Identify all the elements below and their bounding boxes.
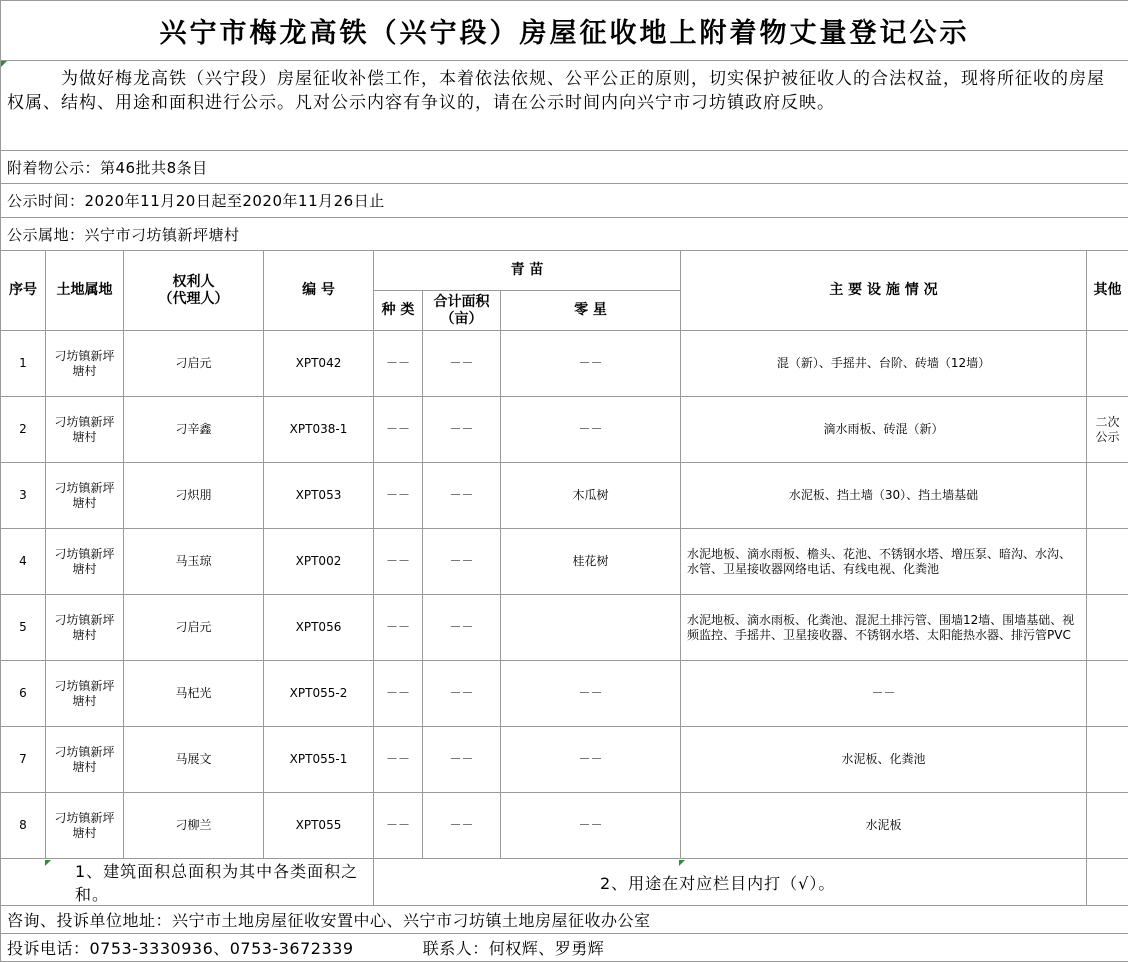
period-row: [1, 184, 1128, 218]
row-seq: 2: [1, 397, 46, 463]
row-code: XPT055-2: [264, 661, 374, 727]
row-scattered: －－: [501, 727, 681, 793]
row-facilities: 水泥板: [681, 793, 1087, 859]
row-other: [1087, 727, 1128, 793]
period-info: 公示时间：2020年11月20日起至2020年11月26日止: [1, 184, 1128, 218]
row-seq: 7: [1, 727, 46, 793]
row-land: 刁坊镇新坪塘村: [46, 595, 124, 661]
location-info: 公示属地：兴宁市刁坊镇新坪塘村: [1, 218, 1128, 251]
row-facilities: 水泥地板、滴水雨板、檐头、花池、不锈钢水塔、增压泵、暗沟、水沟、水管、卫星接收器网络电话、有线电视、化粪池: [681, 529, 1087, 595]
batch-row: [1, 151, 1128, 184]
row-scattered: 桂花树: [501, 529, 681, 595]
row-area: －－: [423, 727, 501, 793]
header-facilities: 主 要 设 施 情 况: [681, 251, 1087, 331]
row-area: －－: [423, 331, 501, 397]
row-area: －－: [423, 793, 501, 859]
row-scattered: 木瓜树: [501, 463, 681, 529]
row-land: 刁坊镇新坪塘村: [46, 331, 124, 397]
cell-marker-icon: [679, 860, 685, 866]
row-other: [1087, 463, 1128, 529]
row-area: －－: [423, 397, 501, 463]
row-other: 二次公示: [1087, 397, 1128, 463]
row-facilities: 水泥板、挡土墙（30）、挡土墙基础: [681, 463, 1087, 529]
note-1: 1、建筑面积总面积为其中各类面积之和。: [1, 859, 374, 906]
header-land: 土地属地: [46, 251, 124, 331]
note-2: 2、用途在对应栏目内打（√）。: [374, 859, 1087, 906]
row-code: XPT042: [264, 331, 374, 397]
row-kind: －－: [374, 463, 423, 529]
row-other: [1087, 661, 1128, 727]
notes-row: [1, 859, 1128, 906]
header-area-line1: 合计面积: [423, 294, 500, 311]
table-row: [1, 793, 1128, 859]
row-other: [1087, 331, 1128, 397]
header-code: 编 号: [264, 251, 374, 331]
row-code: XPT053: [264, 463, 374, 529]
row-facilities: 滴水雨板、砖混（新）: [681, 397, 1087, 463]
header-area: [423, 291, 501, 331]
row-code: XPT055: [264, 793, 374, 859]
row-facilities: 水泥板、化粪池: [681, 727, 1087, 793]
title-row: [1, 1, 1128, 61]
footer-address: 咨询、投诉单位地址：兴宁市土地房屋征收安置中心、兴宁市刁坊镇土地房屋征收办公室: [1, 906, 1128, 934]
footer-contact: 联系人：何权辉、罗勇辉: [423, 939, 605, 958]
table-row: [1, 595, 1128, 661]
row-land: 刁坊镇新坪塘村: [46, 463, 124, 529]
header-owner: [124, 251, 264, 331]
cell-marker-icon: [1, 61, 7, 67]
intro-paragraph: 为做好梅龙高铁（兴宁段）房屋征收补偿工作，本着依法依规、公平公正的原则，切实保护被征收人的合法权益，现将所征收的房屋权属、结构、用途和面积进行公示。凡对公示内容有争议的，请在公示时间内向兴宁市刁坊镇政府反映。: [7, 67, 1120, 115]
table-row: [1, 529, 1128, 595]
table-row: [1, 397, 1128, 463]
row-kind: －－: [374, 397, 423, 463]
header-row-1: [1, 251, 1128, 291]
row-owner: 刁启元: [124, 331, 264, 397]
page-title: 兴宁市梅龙高铁（兴宁段）房屋征收地上附着物丈量登记公示: [1, 1, 1128, 61]
row-area: －－: [423, 595, 501, 661]
row-code: XPT038-1: [264, 397, 374, 463]
address-row: [1, 906, 1128, 934]
footer-phone: 投诉电话：0753-3330936、0753-3672339: [7, 939, 354, 958]
row-kind: －－: [374, 331, 423, 397]
header-area-line2: （亩）: [423, 311, 500, 328]
row-seq: 1: [1, 331, 46, 397]
row-scattered: －－: [501, 331, 681, 397]
row-scattered: －－: [501, 397, 681, 463]
row-seq: 3: [1, 463, 46, 529]
row-facilities: －－: [681, 661, 1087, 727]
row-seq: 8: [1, 793, 46, 859]
row-owner: 刁炽朋: [124, 463, 264, 529]
header-kind: 种 类: [374, 291, 423, 331]
row-seq: 5: [1, 595, 46, 661]
row-land: 刁坊镇新坪塘村: [46, 793, 124, 859]
row-facilities: 混（新）、手摇井、台阶、砖墙（12墙）: [681, 331, 1087, 397]
row-owner: 马玉琼: [124, 529, 264, 595]
intro-row: [1, 61, 1128, 151]
row-scattered: －－: [501, 793, 681, 859]
table-row: [1, 661, 1128, 727]
row-owner: 刁辛鑫: [124, 397, 264, 463]
row-area: －－: [423, 661, 501, 727]
phone-row: [1, 934, 1128, 962]
row-facilities: 水泥地板、滴水雨板、化粪池、混泥土排污管、围墙12墙、围墙基础、视频监控、手摇井、卫星接收器、不锈钢水塔、太阳能热水器、排污管PVC: [681, 595, 1087, 661]
row-land: 刁坊镇新坪塘村: [46, 727, 124, 793]
row-owner: 刁柳兰: [124, 793, 264, 859]
row-other: [1087, 793, 1128, 859]
row-owner: 马展文: [124, 727, 264, 793]
table-row: [1, 463, 1128, 529]
row-owner: 马杞光: [124, 661, 264, 727]
row-other: [1087, 529, 1128, 595]
row-owner: 刁启元: [124, 595, 264, 661]
row-kind: －－: [374, 727, 423, 793]
header-owner-line1: 权利人: [124, 274, 263, 291]
cell-marker-icon: [45, 860, 51, 866]
row-land: 刁坊镇新坪塘村: [46, 529, 124, 595]
row-seq: 6: [1, 661, 46, 727]
row-kind: －－: [374, 793, 423, 859]
header-crops: 青 苗: [374, 251, 681, 291]
row-code: XPT056: [264, 595, 374, 661]
header-seq: 序号: [1, 251, 46, 331]
row-kind: －－: [374, 661, 423, 727]
row-seq: 4: [1, 529, 46, 595]
row-scattered: [501, 595, 681, 661]
header-scattered: 零 星: [501, 291, 681, 331]
row-land: 刁坊镇新坪塘村: [46, 661, 124, 727]
location-row: [1, 218, 1128, 251]
batch-info: 附着物公示：第46批共8条目: [1, 151, 1128, 184]
table-row: [1, 331, 1128, 397]
header-other: 其他: [1087, 251, 1128, 331]
row-kind: －－: [374, 529, 423, 595]
row-code: XPT002: [264, 529, 374, 595]
table-row: [1, 727, 1128, 793]
row-scattered: －－: [501, 661, 681, 727]
row-kind: －－: [374, 595, 423, 661]
row-other: [1087, 595, 1128, 661]
row-land: 刁坊镇新坪塘村: [46, 397, 124, 463]
row-area: －－: [423, 463, 501, 529]
header-owner-line2: （代理人）: [124, 291, 263, 308]
row-code: XPT055-1: [264, 727, 374, 793]
row-area: －－: [423, 529, 501, 595]
